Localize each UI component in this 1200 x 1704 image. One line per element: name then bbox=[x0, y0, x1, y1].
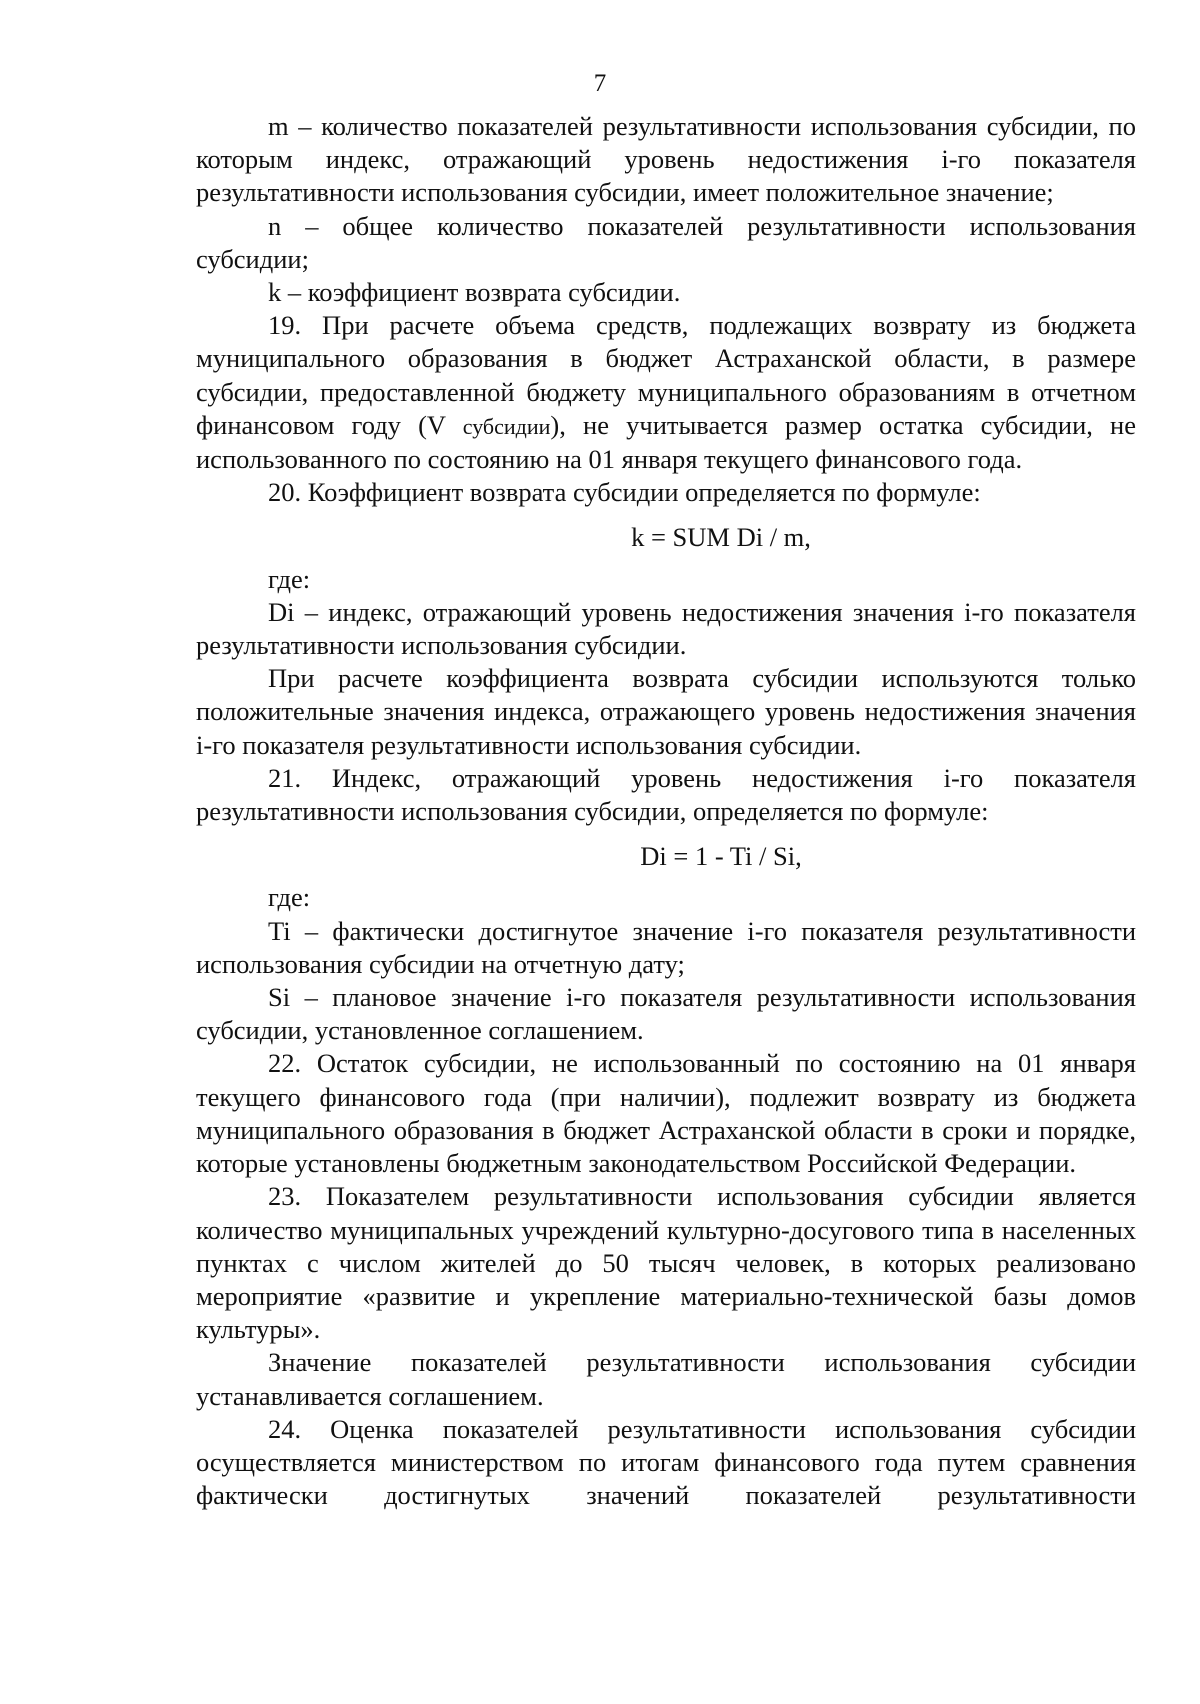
paragraph-di-definition: Di – индекс, отражающий уровень недостижения значения i-го показателя результативности использования субсидии. bbox=[196, 596, 1136, 661]
where-label-2: где: bbox=[268, 882, 311, 913]
where-label-1: где: bbox=[268, 563, 311, 594]
paragraph-k-definition: k – коэффициент возврата субсидии. bbox=[268, 277, 681, 308]
paragraph-19-subscript: субсидии bbox=[462, 413, 551, 439]
paragraph-indicator-values: Значение показателей результативности использования субсидии устанавливается соглашением. bbox=[196, 1347, 1136, 1411]
paragraph-19-start: 19. При расчете объема средств, подлежащих возврату из бюджета муниципального образования в бюджет Астраханской области, в размере субсидии, предоставленной бюджету муниципального образованиям в отчетном финансовом году (V bbox=[196, 310, 1136, 440]
paragraph-20: 20. Коэффициент возврата субсидии определяется по формуле: bbox=[268, 477, 981, 508]
paragraph-24: 24. Оценка показателей результативности использования субсидии осуществляется министерством по итогам финансового года путем сравнения фактически достигнутых значений показателей результативности bbox=[196, 1413, 1136, 1511]
document-body bbox=[196, 110, 1136, 1512]
paragraph-si-definition: Si – плановое значение i-го показателя результативности использования субсидии, установленное соглашением. bbox=[196, 982, 1136, 1046]
paragraph-positive-values: При расчете коэффициента возврата субсидии используются только положительные значения индекса, отражающего уровень недостижения значения i-го показателя результативности использования субсидии. bbox=[196, 663, 1136, 760]
formula-di: Di = 1 - Ti / Si, bbox=[640, 841, 802, 872]
paragraph-19-end: ), не учитывается размер остатка субсидии, не использованного по состоянию на 01 января текущего финансового года. bbox=[196, 409, 1136, 475]
paragraph-19 bbox=[196, 309, 1136, 476]
paragraph-23: 23. Показателем результативности использования субсидии является количество муниципальных учреждений культурно-досугового типа в населенных пунктах с числом жителей до 50 тысяч человек, в которых реализовано мероприятие «развитие и укрепление материально-технической базы домов культуры». bbox=[196, 1181, 1136, 1345]
formula-k: k = SUM Di / m, bbox=[631, 522, 811, 553]
paragraph-22: 22. Остаток субсидии, не использованный по состоянию на 01 января текущего финансового года (при наличии), подлежит возврату из бюджета муниципального образования в бюджет Астраханской области в сроки и порядке, которые установлены бюджетным законодательством Российской Федерации. bbox=[196, 1048, 1136, 1179]
paragraph-21: 21. Индекс, отражающий уровень недостижения i-го показателя результативности использования субсидии, определяется по формуле: bbox=[196, 762, 1136, 827]
paragraph-ti-definition: Ti – фактически достигнутое значение i-го показателя результативности использования субсидии на отчетную дату; bbox=[196, 915, 1136, 979]
paragraph-m-definition: m – количество показателей результативности использования субсидии, по которым индекс, отражающий уровень недостижения i-го показателя результативности использования субсидии, имеет положительное значение; bbox=[196, 111, 1136, 208]
page-number: 7 bbox=[593, 70, 607, 97]
paragraph-n-definition: n – общее количество показателей результативности использования субсидии; bbox=[196, 210, 1136, 274]
